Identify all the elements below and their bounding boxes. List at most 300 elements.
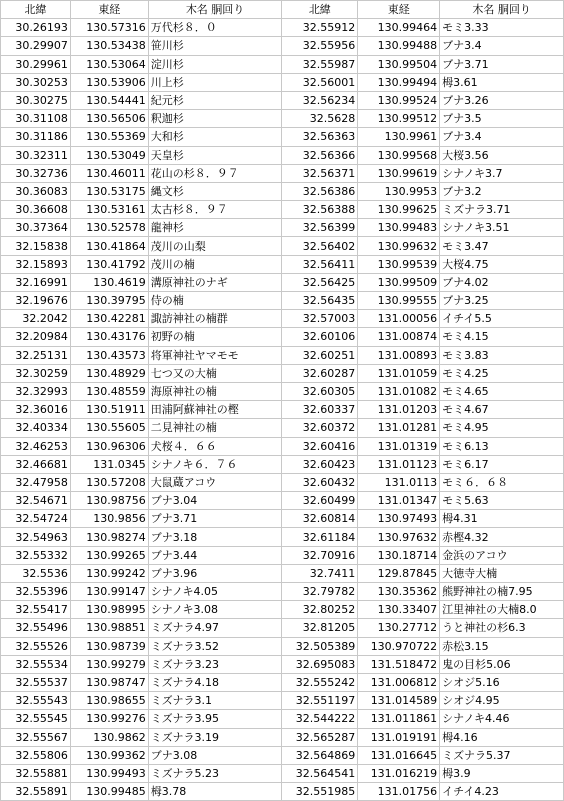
left-tree-name-cell[interactable]: ブナ3.04 [148, 492, 282, 510]
left-longitude-cell[interactable]: 130.53438 [70, 37, 148, 55]
right-latitude-cell[interactable]: 32.56388 [282, 201, 358, 219]
right-latitude-cell[interactable]: 32.70916 [282, 546, 358, 564]
right-tree-name-cell[interactable]: ミズナラ5.37 [440, 746, 564, 764]
right-longitude-cell[interactable]: 130.99619 [358, 164, 440, 182]
right-longitude-cell[interactable]: 130.99625 [358, 201, 440, 219]
right-latitude-cell[interactable]: 32.60499 [282, 492, 358, 510]
left-longitude-cell[interactable]: 130.99493 [70, 764, 148, 782]
left-longitude-cell[interactable]: 130.41864 [70, 237, 148, 255]
left-tree-name-cell[interactable]: ミズナラ3.19 [148, 728, 282, 746]
right-latitude-cell[interactable]: 32.56363 [282, 128, 358, 146]
right-latitude-cell[interactable]: 32.551197 [282, 692, 358, 710]
left-tree-name-cell[interactable]: 川上杉 [148, 73, 282, 91]
right-longitude-cell[interactable]: 130.99539 [358, 255, 440, 273]
right-latitude-cell[interactable]: 32.56402 [282, 237, 358, 255]
right-tree-name-cell[interactable]: イチイ5.5 [440, 310, 564, 328]
left-tree-name-cell[interactable]: 太古杉８．９７ [148, 201, 282, 219]
left-latitude-cell[interactable]: 32.55417 [1, 601, 71, 619]
right-tree-name-cell[interactable]: 栂3.61 [440, 73, 564, 91]
right-longitude-cell[interactable]: 130.18714 [358, 546, 440, 564]
table-row [1, 273, 564, 291]
left-tree-name-cell[interactable]: ブナ3.08 [148, 746, 282, 764]
table-row [1, 546, 564, 564]
right-latitude-cell[interactable]: 32.56371 [282, 164, 358, 182]
right-longitude-cell[interactable]: 130.97632 [358, 528, 440, 546]
left-tree-name-cell[interactable]: ミズナラ3.1 [148, 692, 282, 710]
left-tree-name-cell[interactable]: 田浦阿蘇神社の樫 [148, 401, 282, 419]
right-latitude-cell[interactable]: 32.56435 [282, 292, 358, 310]
left-longitude-cell[interactable]: 130.4619 [70, 273, 148, 291]
table-row [1, 601, 564, 619]
left-longitude-cell[interactable]: 130.96306 [70, 437, 148, 455]
table-row [1, 55, 564, 73]
table-row [1, 328, 564, 346]
left-longitude-cell[interactable]: 130.98851 [70, 619, 148, 637]
right-latitude-cell[interactable]: 32.79782 [282, 583, 358, 601]
left-longitude-cell[interactable]: 130.98756 [70, 492, 148, 510]
left-latitude-cell[interactable]: 32.55806 [1, 746, 71, 764]
left-latitude-cell[interactable]: 32.30259 [1, 364, 71, 382]
left-tree-name-cell[interactable]: シナノキ６．７６ [148, 455, 282, 473]
left-longitude-cell[interactable]: 130.99362 [70, 746, 148, 764]
left-tree-name-cell[interactable]: 初野の楠 [148, 328, 282, 346]
right-latitude-cell[interactable]: 32.544222 [282, 710, 358, 728]
header-left-latitude[interactable]: 北緯 [1, 1, 71, 19]
left-latitude-cell[interactable]: 32.16991 [1, 273, 71, 291]
left-tree-name-cell[interactable]: ミズナラ5.23 [148, 764, 282, 782]
right-latitude-cell[interactable]: 32.60416 [282, 437, 358, 455]
right-latitude-cell[interactable]: 32.695083 [282, 655, 358, 673]
right-tree-name-cell[interactable]: ブナ3.71 [440, 55, 564, 73]
right-latitude-cell[interactable]: 32.60372 [282, 419, 358, 437]
right-longitude-cell[interactable]: 131.00056 [358, 310, 440, 328]
table-row [1, 346, 564, 364]
left-longitude-cell[interactable]: 130.57208 [70, 473, 148, 491]
table-row [1, 73, 564, 91]
left-longitude-cell[interactable]: 130.52578 [70, 219, 148, 237]
right-tree-name-cell[interactable]: シオジ4.95 [440, 692, 564, 710]
right-latitude-cell[interactable]: 32.56399 [282, 219, 358, 237]
left-longitude-cell[interactable]: 130.53906 [70, 73, 148, 91]
table-row [1, 19, 564, 37]
right-latitude-cell[interactable]: 32.57003 [282, 310, 358, 328]
right-longitude-cell[interactable]: 131.00893 [358, 346, 440, 364]
table-row [1, 37, 564, 55]
right-longitude-cell[interactable]: 131.016219 [358, 764, 440, 782]
table-row [1, 728, 564, 746]
table-row [1, 710, 564, 728]
left-latitude-cell[interactable]: 32.54963 [1, 528, 71, 546]
left-latitude-cell[interactable]: 30.29961 [1, 55, 71, 73]
left-tree-name-cell[interactable]: 二見神社の楠 [148, 419, 282, 437]
table-row [1, 364, 564, 382]
right-longitude-cell[interactable]: 130.99483 [358, 219, 440, 237]
right-longitude-cell[interactable]: 130.99512 [358, 110, 440, 128]
right-latitude-cell[interactable]: 32.60423 [282, 455, 358, 473]
header-left-longitude[interactable]: 東経 [70, 1, 148, 19]
left-latitude-cell[interactable]: 32.15893 [1, 255, 71, 273]
header-right-latitude[interactable]: 北緯 [282, 1, 358, 19]
right-longitude-cell[interactable]: 130.35362 [358, 583, 440, 601]
right-longitude-cell[interactable]: 131.518472 [358, 655, 440, 673]
left-latitude-cell[interactable]: 32.36016 [1, 401, 71, 419]
right-tree-name-cell[interactable]: うと神社の杉6.3 [440, 619, 564, 637]
right-tree-name-cell[interactable]: モミ6.17 [440, 455, 564, 473]
left-latitude-cell[interactable]: 32.55567 [1, 728, 71, 746]
table-row [1, 128, 564, 146]
header-left-tree-name[interactable]: 木名 胴回り [148, 1, 282, 19]
right-latitude-cell[interactable]: 32.56234 [282, 91, 358, 109]
left-latitude-cell[interactable]: 32.15838 [1, 237, 71, 255]
right-latitude-cell[interactable]: 32.60251 [282, 346, 358, 364]
left-tree-name-cell[interactable]: 天皇杉 [148, 146, 282, 164]
left-longitude-cell[interactable]: 130.98739 [70, 637, 148, 655]
left-tree-name-cell[interactable]: ブナ3.18 [148, 528, 282, 546]
left-longitude-cell[interactable]: 131.0345 [70, 455, 148, 473]
right-longitude-cell[interactable]: 130.99494 [358, 73, 440, 91]
table-row [1, 419, 564, 437]
right-tree-name-cell[interactable]: モミ4.25 [440, 364, 564, 382]
left-longitude-cell[interactable]: 130.53064 [70, 55, 148, 73]
left-tree-name-cell[interactable]: 大鼠蔵アコウ [148, 473, 282, 491]
right-tree-name-cell[interactable]: モミ4.15 [440, 328, 564, 346]
right-longitude-cell[interactable]: 131.019191 [358, 728, 440, 746]
right-latitude-cell[interactable]: 32.555242 [282, 673, 358, 691]
left-latitude-cell[interactable]: 30.36083 [1, 182, 71, 200]
right-longitude-cell[interactable]: 130.99632 [358, 237, 440, 255]
left-longitude-cell[interactable]: 130.55605 [70, 419, 148, 437]
right-longitude-cell[interactable]: 130.99464 [358, 19, 440, 37]
left-latitude-cell[interactable]: 32.55496 [1, 619, 71, 637]
table-row [1, 237, 564, 255]
table-row [1, 110, 564, 128]
right-latitude-cell[interactable]: 32.564541 [282, 764, 358, 782]
left-latitude-cell[interactable]: 32.5536 [1, 564, 71, 582]
right-longitude-cell[interactable]: 131.0113 [358, 473, 440, 491]
right-tree-name-cell[interactable]: 大徳寺大楠 [440, 564, 564, 582]
right-latitude-cell[interactable]: 32.7411 [282, 564, 358, 582]
right-tree-name-cell[interactable]: シナノキ4.46 [440, 710, 564, 728]
right-tree-name-cell[interactable]: モミ4.95 [440, 419, 564, 437]
left-latitude-cell[interactable]: 32.46681 [1, 455, 71, 473]
right-longitude-cell[interactable]: 130.99509 [358, 273, 440, 291]
left-tree-name-cell[interactable]: 茂川の楠 [148, 255, 282, 273]
left-latitude-cell[interactable]: 30.31108 [1, 110, 71, 128]
right-tree-name-cell[interactable]: シナノキ3.7 [440, 164, 564, 182]
left-tree-name-cell[interactable]: 海原神社の楠 [148, 382, 282, 400]
left-latitude-cell[interactable]: 30.31186 [1, 128, 71, 146]
right-tree-name-cell[interactable]: モミ4.65 [440, 382, 564, 400]
left-longitude-cell[interactable]: 130.48559 [70, 382, 148, 400]
left-longitude-cell[interactable]: 130.98655 [70, 692, 148, 710]
left-longitude-cell[interactable]: 130.53161 [70, 201, 148, 219]
right-latitude-cell[interactable]: 32.5628 [282, 110, 358, 128]
right-tree-name-cell[interactable]: モミ6.13 [440, 437, 564, 455]
right-latitude-cell[interactable]: 32.80252 [282, 601, 358, 619]
left-longitude-cell[interactable]: 130.98995 [70, 601, 148, 619]
left-latitude-cell[interactable]: 32.46253 [1, 437, 71, 455]
left-longitude-cell[interactable]: 130.43573 [70, 346, 148, 364]
right-tree-name-cell[interactable]: 栂4.16 [440, 728, 564, 746]
left-tree-name-cell[interactable]: シナノキ3.08 [148, 601, 282, 619]
left-latitude-cell[interactable]: 32.55332 [1, 546, 71, 564]
right-tree-name-cell[interactable]: ブナ3.5 [440, 110, 564, 128]
left-longitude-cell[interactable]: 130.57316 [70, 19, 148, 37]
right-latitude-cell[interactable]: 32.60432 [282, 473, 358, 491]
left-longitude-cell[interactable]: 130.51911 [70, 401, 148, 419]
right-latitude-cell[interactable]: 32.564869 [282, 746, 358, 764]
left-tree-name-cell[interactable]: 栂3.78 [148, 783, 282, 801]
right-longitude-cell[interactable]: 131.006812 [358, 673, 440, 691]
left-longitude-cell[interactable]: 130.99242 [70, 564, 148, 582]
right-latitude-cell[interactable]: 32.60337 [282, 401, 358, 419]
right-latitude-cell[interactable]: 32.60814 [282, 510, 358, 528]
left-tree-name-cell[interactable]: 諏訪神社の楠群 [148, 310, 282, 328]
left-latitude-cell[interactable]: 30.30253 [1, 73, 71, 91]
table-row [1, 764, 564, 782]
left-longitude-cell[interactable]: 130.42281 [70, 310, 148, 328]
right-tree-name-cell[interactable]: 赤松3.15 [440, 637, 564, 655]
left-tree-name-cell[interactable]: 花山の杉８．９７ [148, 164, 282, 182]
left-tree-name-cell[interactable]: ミズナラ4.97 [148, 619, 282, 637]
right-tree-name-cell[interactable]: 鬼の目杉5.06 [440, 655, 564, 673]
left-latitude-cell[interactable]: 30.26193 [1, 19, 71, 37]
right-latitude-cell[interactable]: 32.55987 [282, 55, 358, 73]
left-longitude-cell[interactable]: 130.99279 [70, 655, 148, 673]
left-longitude-cell[interactable]: 130.99147 [70, 583, 148, 601]
right-tree-name-cell[interactable]: 江里神社の大楠8.0 [440, 601, 564, 619]
right-longitude-cell[interactable]: 131.011861 [358, 710, 440, 728]
table-body [1, 1, 564, 801]
right-latitude-cell[interactable]: 32.60305 [282, 382, 358, 400]
right-tree-name-cell[interactable]: イチイ4.23 [440, 783, 564, 801]
left-tree-name-cell[interactable]: 溝原神社のナギ [148, 273, 282, 291]
table-row [1, 401, 564, 419]
left-tree-name-cell[interactable]: 紀元杉 [148, 91, 282, 109]
left-longitude-cell[interactable]: 130.54441 [70, 91, 148, 109]
left-latitude-cell[interactable]: 32.25131 [1, 346, 71, 364]
right-tree-name-cell[interactable]: 栂4.31 [440, 510, 564, 528]
left-longitude-cell[interactable]: 130.41792 [70, 255, 148, 273]
left-longitude-cell[interactable]: 130.98747 [70, 673, 148, 691]
left-tree-name-cell[interactable]: ミズナラ4.18 [148, 673, 282, 691]
right-tree-name-cell[interactable]: モミ3.47 [440, 237, 564, 255]
left-tree-name-cell[interactable]: 笹川杉 [148, 37, 282, 55]
left-tree-name-cell[interactable]: 縄文杉 [148, 182, 282, 200]
left-longitude-cell[interactable]: 130.9862 [70, 728, 148, 746]
right-longitude-cell[interactable]: 130.9961 [358, 128, 440, 146]
header-right-longitude[interactable]: 東経 [358, 1, 440, 19]
left-latitude-cell[interactable]: 32.54724 [1, 510, 71, 528]
right-tree-name-cell[interactable]: モミ3.83 [440, 346, 564, 364]
right-tree-name-cell[interactable]: モミ3.33 [440, 19, 564, 37]
left-longitude-cell[interactable]: 130.53049 [70, 146, 148, 164]
left-latitude-cell[interactable]: 32.55543 [1, 692, 71, 710]
left-latitude-cell[interactable]: 30.32311 [1, 146, 71, 164]
left-tree-name-cell[interactable]: 七つ又の大楠 [148, 364, 282, 382]
right-latitude-cell[interactable]: 32.56425 [282, 273, 358, 291]
table-row [1, 219, 564, 237]
table-row [1, 146, 564, 164]
left-latitude-cell[interactable]: 32.55537 [1, 673, 71, 691]
right-longitude-cell[interactable]: 130.99488 [358, 37, 440, 55]
right-tree-name-cell[interactable]: 大桜4.75 [440, 255, 564, 273]
left-latitude-cell[interactable]: 32.2042 [1, 310, 71, 328]
left-latitude-cell[interactable]: 32.54671 [1, 492, 71, 510]
right-tree-name-cell[interactable]: 赤樫4.32 [440, 528, 564, 546]
table-row [1, 510, 564, 528]
left-latitude-cell[interactable]: 32.55881 [1, 764, 71, 782]
right-latitude-cell[interactable]: 32.60287 [282, 364, 358, 382]
right-latitude-cell[interactable]: 32.505389 [282, 637, 358, 655]
left-longitude-cell[interactable]: 130.55369 [70, 128, 148, 146]
right-longitude-cell[interactable]: 131.00874 [358, 328, 440, 346]
left-longitude-cell[interactable]: 130.99265 [70, 546, 148, 564]
left-latitude-cell[interactable]: 32.20984 [1, 328, 71, 346]
left-tree-name-cell[interactable]: 侍の楠 [148, 292, 282, 310]
right-tree-name-cell[interactable]: ブナ3.4 [440, 37, 564, 55]
left-latitude-cell[interactable]: 32.40334 [1, 419, 71, 437]
table-row [1, 455, 564, 473]
right-latitude-cell[interactable]: 32.565287 [282, 728, 358, 746]
right-latitude-cell[interactable]: 32.81205 [282, 619, 358, 637]
right-longitude-cell[interactable]: 130.9953 [358, 182, 440, 200]
table-row [1, 637, 564, 655]
right-tree-name-cell[interactable]: 大桜3.56 [440, 146, 564, 164]
left-tree-name-cell[interactable]: ブナ3.71 [148, 510, 282, 528]
right-latitude-cell[interactable]: 32.56001 [282, 73, 358, 91]
left-longitude-cell[interactable]: 130.48929 [70, 364, 148, 382]
right-latitude-cell[interactable]: 32.55956 [282, 37, 358, 55]
left-tree-name-cell[interactable]: ミズナラ3.52 [148, 637, 282, 655]
right-latitude-cell[interactable]: 32.60106 [282, 328, 358, 346]
table-row [1, 692, 564, 710]
left-tree-name-cell[interactable]: 万代杉８．０ [148, 19, 282, 37]
right-longitude-cell[interactable]: 131.01281 [358, 419, 440, 437]
left-tree-name-cell[interactable]: ブナ3.96 [148, 564, 282, 582]
right-tree-name-cell[interactable]: モミ６．６８ [440, 473, 564, 491]
left-tree-name-cell[interactable]: 龍神杉 [148, 219, 282, 237]
table-row [1, 91, 564, 109]
left-latitude-cell[interactable]: 30.37364 [1, 219, 71, 237]
left-longitude-cell[interactable]: 130.46011 [70, 164, 148, 182]
right-longitude-cell[interactable]: 130.99555 [358, 292, 440, 310]
right-latitude-cell[interactable]: 32.55912 [282, 19, 358, 37]
right-longitude-cell[interactable]: 131.01347 [358, 492, 440, 510]
left-latitude-cell[interactable]: 32.32993 [1, 382, 71, 400]
right-tree-name-cell[interactable]: ブナ3.2 [440, 182, 564, 200]
right-longitude-cell[interactable]: 130.99504 [358, 55, 440, 73]
right-tree-name-cell[interactable]: 金浜のアコウ [440, 546, 564, 564]
table-row [1, 164, 564, 182]
left-tree-name-cell[interactable]: ミズナラ3.23 [148, 655, 282, 673]
right-longitude-cell[interactable]: 131.016645 [358, 746, 440, 764]
header-right-tree-name[interactable]: 木名 胴回り [440, 1, 564, 19]
right-tree-name-cell[interactable]: ブナ3.26 [440, 91, 564, 109]
right-tree-name-cell[interactable]: ブナ4.02 [440, 273, 564, 291]
left-tree-name-cell[interactable]: ミズナラ3.95 [148, 710, 282, 728]
right-tree-name-cell[interactable]: ミズナラ3.71 [440, 201, 564, 219]
left-tree-name-cell[interactable]: 犬桜４．６６ [148, 437, 282, 455]
left-tree-name-cell[interactable]: 淀川杉 [148, 55, 282, 73]
left-latitude-cell[interactable]: 30.30275 [1, 91, 71, 109]
left-tree-name-cell[interactable]: 茂川の山梨 [148, 237, 282, 255]
right-longitude-cell[interactable]: 130.99524 [358, 91, 440, 109]
right-tree-name-cell[interactable]: シナノキ3.51 [440, 219, 564, 237]
left-longitude-cell[interactable]: 130.39795 [70, 292, 148, 310]
right-tree-name-cell[interactable]: ブナ3.25 [440, 292, 564, 310]
left-longitude-cell[interactable]: 130.99485 [70, 783, 148, 801]
left-latitude-cell[interactable]: 32.55534 [1, 655, 71, 673]
right-tree-name-cell[interactable]: 栂3.9 [440, 764, 564, 782]
table-row [1, 564, 564, 582]
right-longitude-cell[interactable]: 129.87845 [358, 564, 440, 582]
left-tree-name-cell[interactable]: 釈迦杉 [148, 110, 282, 128]
table-row [1, 619, 564, 637]
left-longitude-cell[interactable]: 130.53175 [70, 182, 148, 200]
right-longitude-cell[interactable]: 131.01203 [358, 401, 440, 419]
left-latitude-cell[interactable]: 32.55891 [1, 783, 71, 801]
right-tree-name-cell[interactable]: モミ5.63 [440, 492, 564, 510]
left-latitude-cell[interactable]: 32.47958 [1, 473, 71, 491]
right-tree-name-cell[interactable]: シオジ5.16 [440, 673, 564, 691]
left-longitude-cell[interactable]: 130.43176 [70, 328, 148, 346]
right-longitude-cell[interactable]: 131.01319 [358, 437, 440, 455]
left-tree-name-cell[interactable]: 将軍神社ヤマモモ [148, 346, 282, 364]
left-latitude-cell[interactable]: 32.55545 [1, 710, 71, 728]
right-tree-name-cell[interactable]: モミ4.67 [440, 401, 564, 419]
table-row [1, 382, 564, 400]
left-latitude-cell[interactable]: 30.32736 [1, 164, 71, 182]
table-row [1, 783, 564, 801]
table-row [1, 437, 564, 455]
right-longitude-cell[interactable]: 131.014589 [358, 692, 440, 710]
left-latitude-cell[interactable]: 30.36608 [1, 201, 71, 219]
table-row [1, 182, 564, 200]
left-longitude-cell[interactable]: 130.56506 [70, 110, 148, 128]
right-latitude-cell[interactable]: 32.551985 [282, 783, 358, 801]
right-latitude-cell[interactable]: 32.56386 [282, 182, 358, 200]
right-longitude-cell[interactable]: 131.01059 [358, 364, 440, 382]
left-longitude-cell[interactable]: 130.98274 [70, 528, 148, 546]
table-row [1, 292, 564, 310]
left-longitude-cell[interactable]: 130.99276 [70, 710, 148, 728]
right-longitude-cell[interactable]: 130.27712 [358, 619, 440, 637]
table-row [1, 473, 564, 491]
right-tree-name-cell[interactable]: 熊野神社の楠7.95 [440, 583, 564, 601]
right-tree-name-cell[interactable]: ブナ3.4 [440, 128, 564, 146]
left-tree-name-cell[interactable]: シナノキ4.05 [148, 583, 282, 601]
right-longitude-cell[interactable]: 130.97493 [358, 510, 440, 528]
right-longitude-cell[interactable]: 130.970722 [358, 637, 440, 655]
right-longitude-cell[interactable]: 130.33407 [358, 601, 440, 619]
right-latitude-cell[interactable]: 32.56411 [282, 255, 358, 273]
right-latitude-cell[interactable]: 32.61184 [282, 528, 358, 546]
right-longitude-cell[interactable]: 131.01123 [358, 455, 440, 473]
left-longitude-cell[interactable]: 130.9856 [70, 510, 148, 528]
right-latitude-cell[interactable]: 32.56366 [282, 146, 358, 164]
left-tree-name-cell[interactable]: ブナ3.44 [148, 546, 282, 564]
table-row [1, 201, 564, 219]
left-latitude-cell[interactable]: 30.29907 [1, 37, 71, 55]
right-longitude-cell[interactable]: 131.01756 [358, 783, 440, 801]
right-longitude-cell[interactable]: 130.99568 [358, 146, 440, 164]
left-latitude-cell[interactable]: 32.55396 [1, 583, 71, 601]
left-latitude-cell[interactable]: 32.55526 [1, 637, 71, 655]
right-longitude-cell[interactable]: 131.01082 [358, 382, 440, 400]
left-latitude-cell[interactable]: 32.19676 [1, 292, 71, 310]
left-tree-name-cell[interactable]: 大和杉 [148, 128, 282, 146]
